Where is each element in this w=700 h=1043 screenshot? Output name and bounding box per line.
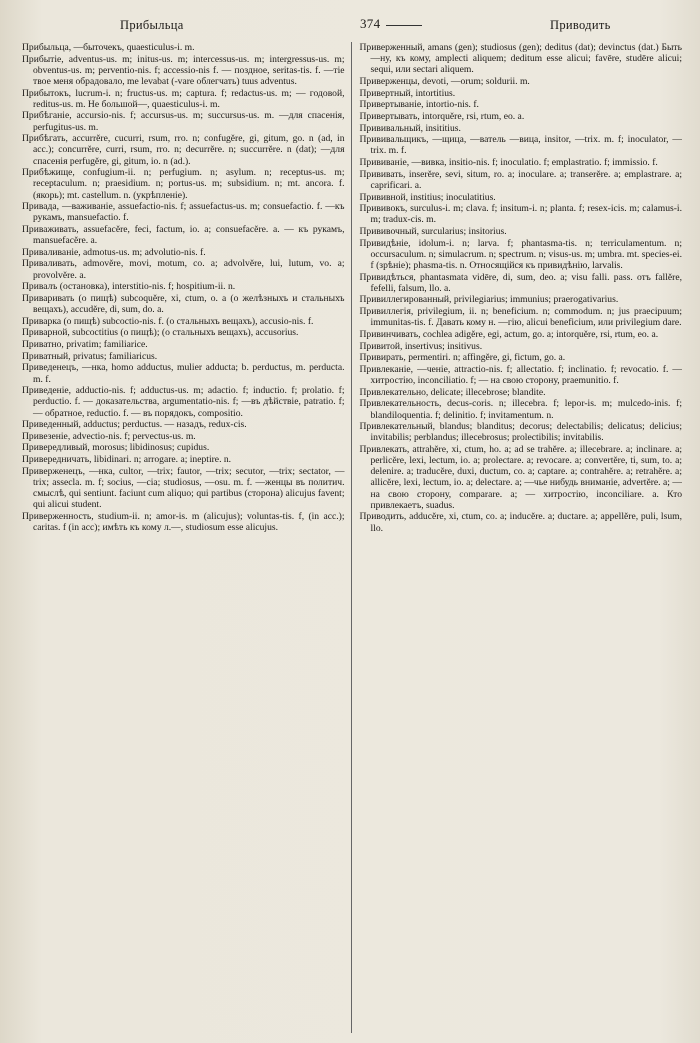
dictionary-entry: Прививальщикъ, —щица, —ватель —вица, insitor, —trix. m. f; inoculator, —trix. m. f. xyxy=(359,134,682,157)
dictionary-entry: Привертывать, intorquĕre, rsi, rtum, eo. a. xyxy=(359,110,525,122)
dictionary-entry: Привлекательно, delicate; illecebrose; blandite. xyxy=(359,386,546,398)
dictionary-entry: Привидѣніе, idolum-i. n; larva. f; phantasma-tis. n; terriculamentum. n; occursaculum. n; simulacrum. n; spectrum. n; visus-us. m; umbra. mt. species-ei. f (зрѣніе); phasma-tis. n. Относящійся къ привидѣнію, larvalis. xyxy=(359,237,682,271)
dictionary-entry: Прививной, institius; inoculatitius. xyxy=(359,191,496,203)
dictionary-entry: Привада, —важиваніе, assuefactio-nis. f; assuefactus-us. m; consuefactio. f. —къ рукамъ, mansuefactio. f. xyxy=(22,201,345,224)
dictionary-entry: Приводить, adducĕre, xi, ctum, co. a; inducĕre. a; ductare. a; appellĕre, puli, lsum, llo. xyxy=(359,511,682,534)
dictionary-entry: Привлекательность, decus-coris. n; illecebra. f; lepor-is. m; mulcedo-inis. f; blandiloquentia. f; delinitio. f; invitamentum. n. xyxy=(359,398,682,421)
dictionary-entry: Приватно, privatim; familiarice. xyxy=(22,339,148,351)
dictionary-entry: Приварка (о пищѣ) subcoctio-nis. f. (о стальныхъ вещахъ), accusio-nis. f. xyxy=(22,315,314,327)
dictionary-entry: Привлеканіе, —ченіе, attractio-nis. f; allectatio. f; inclinatio. f; revocatio. f. —хитростію, inconciliatio. f; — на свою сторону, praemunitio. f. xyxy=(359,363,682,387)
dictionary-entry: Привирать, permentiri. n; affingĕre, gi, fictum, go. a. xyxy=(359,352,566,364)
dictionary-entry: Привалъ (остановка), interstitio-nis. f; hospitium-ii. n. xyxy=(22,281,236,293)
dictionary-entry: Приведеніе, adductio-nis. f; adductus-us. m; adactio. f; inductio. f; prolatio. f; perductio. f. — доказательства, argumentatio-nis. f; —въ дѣйствіе, patratio. f; — обратное, reductio. f. — въ порядокъ, compositio. xyxy=(22,385,345,419)
header-rule xyxy=(386,25,422,26)
dictionary-entry: Приверженный, amans (gen); studiosus (gen); deditus (dat); devinctus (dat.) Быть —ну, къ кому, amplecti aliquem; deditum esse alicui; favēre, studēre alicui; sequi, или sectari aliquem. xyxy=(359,42,682,76)
dictionary-entry: Прибѣганіе, accursio-nis. f; accursus-us. m; succursus-us. m. —для спасенія, perfugitus-us. m. xyxy=(22,110,345,133)
dictionary-entry: Привиллегія, privilegium, ii. n; beneficium. n; commodum. n; jus praecipuum; immunitas-tis. f. Давать кому н. —гію, alicui beneficium, или privilegium dare. xyxy=(359,306,682,329)
dictionary-entry: Прибѣжище, confugium-ii. n; perfugium. n; asylum. n; receptus-us. m; receptaculum. n; praesidium. n; portus-us. m; subsidium. n; mt. ancora. f. (якорь); mt. castellum. n. (укрѣпленіе). xyxy=(22,167,345,201)
dictionary-entry: Приваривать (о пищѣ) subcoquĕre, xi, ctum, o. a (о желѣзныхъ и стальныхъ вещахъ), accudĕre, di, sum, do. a. xyxy=(22,292,345,316)
dictionary-entry: Приведенецъ, —нка, homo adductus, mulier adducta; b. perductus, m. perducta. m. f. xyxy=(22,362,345,385)
dictionary-entry: Прибыльца, —быточекъ, quaesticulus-i. m. xyxy=(22,42,195,53)
dictionary-entry: Приваливаніе, admotus-us. m; advolutio-nis. f. xyxy=(22,246,206,258)
dictionary-entry: Прибѣгать, accurrĕre, cucurri, rsum, rro. n; confugĕre, gi, gitum, go. n (ad, in acc.); concurrĕre, curri, rsum, rro. n; decurrĕre. n; succurrĕre. n (dat); —для спасенія perfugĕre, gi, gitum, io. n (ad.). xyxy=(22,133,345,167)
header-right-word: Приводить xyxy=(550,18,611,32)
dictionary-entry: Приварной, subcoctitius (о пищѣ); (о стальныхъ вещахъ), accusorius. xyxy=(22,327,299,339)
dictionary-entry: Прививочный, surcularius; insitorius. xyxy=(359,226,507,237)
dictionary-entry: Привезеніе, advectio-nis. f; pervectus-us. m. xyxy=(22,430,196,442)
dictionary-entry: Приверженность, studium-ii. n; amor-is. m (alicujus); voluntas-tis. f, (in acc.); caritas. f (in acc); имѣть къ кому л.—, studiosum esse alicujus. xyxy=(22,510,345,534)
dictionary-entry: Прививаніе, —вивка, insitio-nis. f; inoculatio. f; emplastratio. f; immissio. f. xyxy=(359,157,658,169)
dictionary-entry: Прививальный, insititius. xyxy=(359,122,461,134)
dictionary-entry: Прибытіе, adventus-us. m; initus-us. m; intercessus-us. m; intergressus-us. m; obventus-us. m; perventio-nis. f; accessio-nis f. — поздное, seritas-tis. f. —тіе твое меня обрадовало, me levabat (-vare облегчать) tuus adventus. xyxy=(22,53,345,87)
right-column xyxy=(352,42,683,1033)
dictionary-entry: Привинчивать, cochlea adigĕre, egi, actum, go. a; intorquĕre, rsi, rtum, eo. a. xyxy=(359,328,659,340)
header-left-word: Прибыльца xyxy=(120,18,184,32)
dictionary-entry: Приверженецъ, —нка, cultor, —trix; fautor, —trix; secutor, —trix; sectator, —trix; assecla. m. f; socius, —cia; studiosus, —osu. m. f. —женцы въ политич. смыслѣ, qui sentiunt. faciunt cum aliquo; qui partibus (сторона) alicujus favent; qui alicui student. xyxy=(22,465,345,511)
left-column xyxy=(22,42,351,1033)
dictionary-entry: Приведенный, adductus; perductus. — назадъ, redux-cis. xyxy=(22,419,247,431)
dictionary-entry: Прививать, inserĕre, sevi, situm, ro. a; inoculare. a; transerĕre. a; emplastrare. a; caprificari. a. xyxy=(359,168,682,191)
dictionary-entry: Прибытокъ, lucrum-i. n; fructus-us. m; captura. f; redactus-us. m; — годовой, reditus-us. m. Не большой—, quaesticulus-i. m. xyxy=(22,87,345,110)
dictionary-entry: Привертываніе, intortio-nis. f. xyxy=(359,99,479,111)
dictionary-entry: Привидѣться, phantasmata vidēre, di, sum, deo. a; visu falli. pass. отъ fallĕre, fefelli, falsum, llo. a. xyxy=(359,271,682,294)
dictionary-entry: Привередничать, libidinari. n; arrogare. a; ineptire. n. xyxy=(22,454,232,466)
columns xyxy=(22,42,682,1033)
dictionary-entry: Приваживать, assuefacĕre, feci, factum, io. a; consuefacĕre. a. — къ рукамъ, mansuefacĕre. a. xyxy=(22,224,345,247)
dictionary-entry: Привередливый, morosus; libidinosus; cupidus. xyxy=(22,442,210,454)
running-head xyxy=(22,16,682,38)
dictionary-entry: Приверженцы, devoti, —orum; soldurii. m. xyxy=(359,75,530,87)
page-number: 374 xyxy=(360,16,381,31)
dictionary-entry: Привитой, insertivus; insitivus. xyxy=(359,340,483,352)
dictionary-entry: Привертный, intortitius. xyxy=(359,87,456,99)
dictionary-entry: Привлекательный, blandus; blanditus; decorus; delectabilis; delicatus; delicius; invitabilis; perblandus; illecebrosus; prolectibilis; invitabilis. xyxy=(359,421,682,444)
dictionary-entry: Прививокъ, surculus-i. m; clava. f; insitum-i. n; planta. f; resex-icis. m; calamus-i. m; tradux-cis. m. xyxy=(359,203,682,226)
dictionary-entry: Привлекать, attrahĕre, xi, ctum, ho. a; ad se trahĕre. a; illecebrare. a; inclinare. a; perlicĕre, lexi, lectum, io. a; prolectare. a; revocare. a; convertĕre, ti, sum, to. a; delenire. a; traducĕre, duxi, ductum, co. a; captare. a; contrahĕre. a; retrahĕre. a; allicĕre, lexi, lectum, io. a; delectare. a; —чье нибудь вниманіе, advertĕre. a; —на свою сторону, comparare. a; — хитростію, inconciliare. a. Кто привлекаетъ, suadus. xyxy=(359,443,682,511)
dictionary-entry: Приваливать, admovĕre, movi, motum, co. a; advolvĕre, lui, lutum, vo. a; provolvĕre. a. xyxy=(22,258,345,281)
dictionary-entry: Приватный, privatus; familiaricus. xyxy=(22,350,158,362)
dictionary-entry: Привиллегированный, privilegiarius; immunius; praerogativarius. xyxy=(359,294,619,306)
